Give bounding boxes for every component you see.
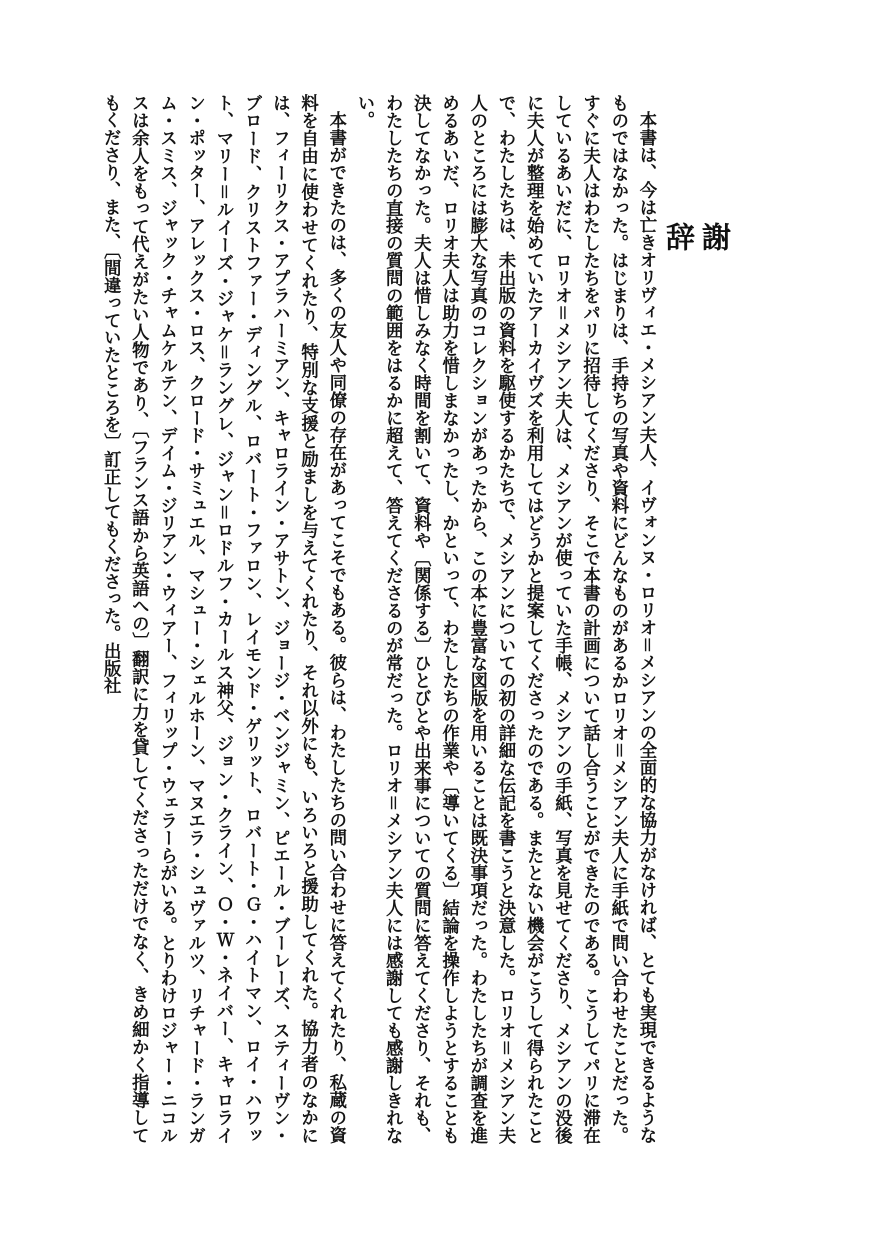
paragraph: 本書ができたのは、多くの友人や同僚の存在があってこそでもある。彼らは、わたしたちの問い合わせに答えてくれたり、私蔵の資料を自由に使わせてくれたり、特別な支援と励ましを与えてくれたり、それ以外にも、いろいろと援助してくれた。協力者のなかには、フィーリクス・アプラハーミアン、キャロライン・アサトン、ジョージ・ベンジャミン、ピエール・ブーレーズ、スティーヴン・ブロード、クリストファー・ディングル、ロバート・ファロン、レイモンド・ゲリット、ロバート・Ｇ・ハイトマン、ロイ・ハワット、マリー＝ルイーズ・ジャケ＝ラングレ、ジャン＝ロドルフ・カールス神父、ジョン・クライン、Ｏ・Ｗ・ネイバー、キャロライン・ポッター、アレックス・ロス、クロード・サミュエル、マシュー・シェルホーン、マヌエラ・シュヴァルツ、リチャード・ランガム・スミス、ジャック・チャムケルテン、デイム・ジリアン・ウィアー、フィリップ・ウェラーらがいる。とりわけロジャー・ニコルスは余人をもって代えがたい人物であり、〔フランス語から英語への〕翻訳に力を貸してくださっただけでなく、きめ細かく指導してもくださり、また、〔間違っていたところを〕訂正してもくださった。出版社 [100,94,346,1144]
body-text [100,94,660,1144]
paragraph: 本書は、今は亡きオリヴィエ・メシアン夫人、イヴォンヌ・ロリオ＝メシアンの全面的な協力がなければ、とても実現できるようなものではなかった。はじまりは、手持ちの写真や資料にどんなものがあるかロリオ＝メシアン夫人に手紙で問い合わせたことだった。すぐに夫人はわたしたちをパリに招待してくださり、そこで本書の計画について話し合うことができたのである。こうしてパリに滞在しているあいだに、ロリオ＝メシアン夫人は、メシアンが使っていた手帳、メシアンの手紙、写真を見せてくださり、メシアンの没後に夫人が整理を始めていたアーカイヴズを利用してはどうかと提案してくださったのである。またとない機会がこうして得られたことで、わたしたちは、未出版の資料を駆使するかたちで、メシアンについての初の詳細な伝記を書こうと決意した。ロリオ＝メシアン夫人のところには膨大な写真のコレクションがあったから、この本に豊富な図版を用いることは既決事項だった。わたしたちが調査を進めるあいだ、ロリオ夫人は助力を惜しまなかったし、かといって、わたしたちの作業や〔導いてくる〕結論を操作しようとすることも決してなかった。夫人は惜しみなく時間を割いて、資料や〔関係する〕ひとびとや出来事についての質問に答えてくださり、それも、わたしたちの直接の質問の範囲をはるかに超えて、答えてくださるのが常だった。ロリオ＝メシアン夫人には感謝しても感謝しきれない。 [353,94,656,1144]
page-title: 謝 辞 [662,222,732,324]
